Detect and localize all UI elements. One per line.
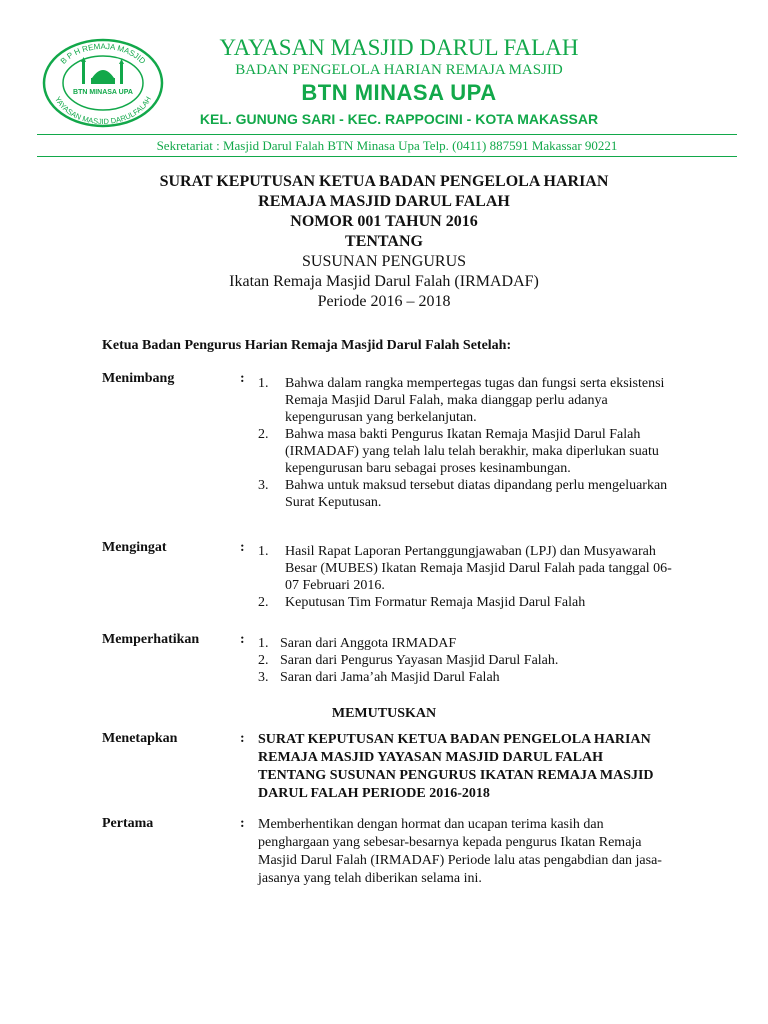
header-divider-bottom	[37, 156, 737, 157]
list-item	[258, 594, 678, 611]
mosque-icon	[81, 57, 124, 84]
item-text: Bahwa masa bakti Pengurus Ikatan Remaja Masjid Darul Falah (IRMADAF) yang telah lalu telah berakhir, maka diperlukan suatu kepengurusan baru sebagai proses kesinambungan.	[285, 427, 659, 476]
menetapkan-text	[258, 731, 698, 803]
menetapkan-label: Menetapkan	[102, 731, 178, 746]
item-text: Saran dari Anggota IRMADAF	[280, 636, 457, 651]
item-number: 3.	[258, 670, 269, 685]
document-title	[0, 172, 768, 312]
item-text: Keputusan Tim Formatur Remaja Masjid Darul Falah	[285, 595, 586, 610]
menetapkan-colon: :	[240, 731, 245, 746]
organization-address: KEL. GUNUNG SARI - KEC. RAPPOCINI - KOTA MAKASSAR	[199, 111, 599, 127]
organization-branch: BTN MINASA UPA	[301, 80, 497, 105]
list-item	[258, 669, 678, 686]
title-line-4: TENTANG	[345, 233, 423, 250]
menimbang-label: Menimbang	[102, 371, 175, 386]
title-line-6: Ikatan Remaja Masjid Darul Falah (IRMADAF)	[229, 273, 539, 290]
mengingat-list	[258, 543, 678, 611]
menetapkan-line-2: REMAJA MASJID YAYASAN MASJID DARUL FALAH	[258, 750, 603, 765]
item-number: 1.	[258, 636, 269, 651]
list-item	[258, 543, 678, 594]
memperhatikan-label: Memperhatikan	[102, 632, 200, 647]
organization-logo	[42, 38, 164, 128]
list-item	[258, 426, 678, 477]
pertama-text	[258, 816, 708, 888]
item-number: 1.	[258, 544, 269, 559]
list-item	[258, 635, 678, 652]
menimbang-list	[258, 375, 678, 511]
item-text: Bahwa dalam rangka mempertegas tugas dan fungsi serta eksistensi Remaja Masjid Darul Falah, maka dianggap perlu adanya kepengurusan yang berkelanjutan.	[285, 376, 665, 425]
mengingat-colon: :	[240, 540, 245, 555]
list-item	[258, 652, 678, 669]
item-number: 3.	[258, 478, 269, 493]
mengingat-label: Mengingat	[102, 540, 167, 555]
pertama-line-2: penghargaan yang sebesar-besarnya kepada pengurus Ikatan Remaja	[258, 835, 642, 850]
item-text: Saran dari Pengurus Yayasan Masjid Darul Falah.	[280, 653, 559, 668]
item-text: Bahwa untuk maksud tersebut diatas dipandang perlu mengeluarkan Surat Keputusan.	[285, 478, 668, 510]
logo-middle-text: BTN MINASA UPA	[73, 89, 133, 96]
logo-top-text: B P H REMAJA MASJID	[58, 41, 148, 66]
logo-bottom-text: YAYASAN MASJID DARULFALAH	[52, 94, 154, 127]
item-number: 2.	[258, 653, 269, 668]
menimbang-colon: :	[240, 371, 245, 386]
menetapkan-line-1: SURAT KEPUTUSAN KETUA BADAN PENGELOLA HARIAN	[258, 732, 651, 747]
menetapkan-line-3: TENTANG SUSUNAN PENGURUS IKATAN REMAJA MASJID	[258, 768, 654, 783]
secretariat-line: Sekretariat : Masjid Darul Falah BTN Minasa Upa Telp. (0411) 887591 Makassar 90221	[156, 138, 618, 153]
title-line-1: SURAT KEPUTUSAN KETUA BADAN PENGELOLA HARIAN	[159, 173, 609, 190]
title-line-5: SUSUNAN PENGURUS	[301, 253, 467, 270]
intro-sentence: Ketua Badan Pengurus Harian Remaja Masjid Darul Falah Setelah:	[102, 338, 512, 353]
item-number: 1.	[258, 376, 269, 391]
header-divider-top	[37, 134, 737, 135]
list-item	[258, 375, 678, 426]
item-number: 2.	[258, 595, 269, 610]
pertama-colon: :	[240, 816, 245, 831]
title-line-3: NOMOR 001 TAHUN 2016	[290, 213, 478, 230]
item-text: Saran dari Jama’ah Masjid Darul Falah	[280, 670, 500, 685]
list-item	[258, 477, 678, 511]
pertama-line-3: Masjid Darul Falah (IRMADAF) Periode lalu atas pengabdian dan jasa-	[258, 853, 662, 868]
memperhatikan-list	[258, 635, 678, 686]
item-number: 2.	[258, 427, 269, 442]
decision-heading: MEMUTUSKAN	[331, 706, 437, 721]
organization-name: YAYASAN MASJID DARUL FALAH	[219, 35, 579, 60]
memperhatikan-colon: :	[240, 632, 245, 647]
item-text: Hasil Rapat Laporan Pertanggungjawaban (LPJ) dan Musyawarah Besar (MUBES) Ikatan Remaja Masjid Darul Falah pada tanggal 06-07 Februari 2016.	[285, 544, 672, 593]
title-line-7: Periode 2016 – 2018	[317, 293, 451, 310]
pertama-line-1: Memberhentikan dengan hormat dan ucapan terima kasih dan	[258, 817, 604, 832]
pertama-label: Pertama	[102, 816, 154, 831]
menetapkan-line-4: DARUL FALAH PERIODE 2016-2018	[258, 786, 490, 801]
organization-subtitle: BADAN PENGELOLA HARIAN REMAJA MASJID	[235, 62, 563, 78]
pertama-line-4: jasanya yang telah diberikan selama ini.	[258, 871, 482, 886]
title-line-2: REMAJA MASJID DARUL FALAH	[258, 193, 510, 210]
